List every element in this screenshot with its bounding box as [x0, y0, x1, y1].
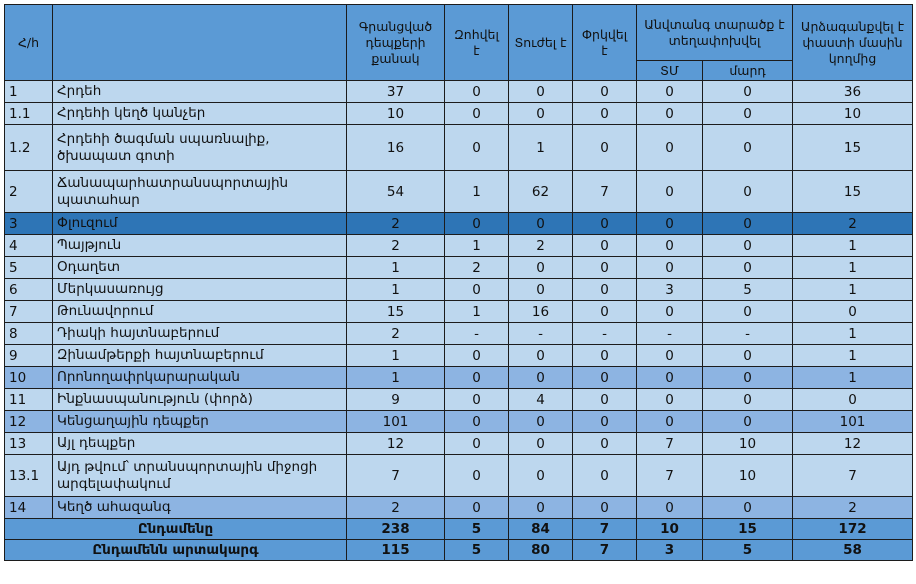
row-value-c6: 0: [703, 345, 793, 367]
total-row: [5, 540, 913, 561]
row-value-c4: 0: [573, 235, 637, 257]
row-value-c4: -: [573, 323, 637, 345]
row-index: 13.1: [5, 455, 53, 497]
row-index: 6: [5, 279, 53, 301]
row-value-c7: 101: [793, 411, 913, 433]
row-value-c2: 0: [445, 213, 509, 235]
row-value-c2: 0: [445, 103, 509, 125]
row-value-c5: 0: [637, 345, 703, 367]
total-value-c4: 7: [573, 519, 637, 540]
table-row: [5, 213, 913, 235]
row-value-c5: 0: [637, 81, 703, 103]
row-name: Պայթյուն: [53, 235, 347, 257]
row-value-c6: 0: [703, 125, 793, 171]
row-value-c6: 10: [703, 455, 793, 497]
row-name: Հրդեհի ծագման սպառնալիք, ծխապատ գոտի: [53, 125, 347, 171]
total-value-c6: 15: [703, 519, 793, 540]
header-wounded: Տուժել է: [509, 5, 573, 81]
row-value-c1: 37: [347, 81, 445, 103]
table-row: [5, 497, 913, 519]
row-name: Այլ դեպքեր: [53, 433, 347, 455]
row-value-c5: 0: [637, 103, 703, 125]
row-index: 14: [5, 497, 53, 519]
row-value-c6: 0: [703, 235, 793, 257]
row-value-c5: 0: [637, 367, 703, 389]
row-value-c6: 0: [703, 301, 793, 323]
row-value-c5: 0: [637, 301, 703, 323]
header-unknown: Անվտանգ տարածք է տեղափոխվել: [637, 5, 793, 61]
row-value-c3: 0: [509, 279, 573, 301]
row-value-c7: 1: [793, 345, 913, 367]
row-value-c1: 1: [347, 257, 445, 279]
row-value-c4: 0: [573, 497, 637, 519]
row-value-c2: 0: [445, 125, 509, 171]
total-value-c3: 84: [509, 519, 573, 540]
row-value-c1: 2: [347, 497, 445, 519]
row-value-c3: 0: [509, 455, 573, 497]
row-value-c7: 15: [793, 171, 913, 213]
row-value-c3: 16: [509, 301, 573, 323]
table-row: [5, 367, 913, 389]
row-value-c3: 0: [509, 497, 573, 519]
row-value-c6: 0: [703, 213, 793, 235]
row-name: Այդ թվում՝ տրանսպորտային միջոցի արգելափակում: [53, 455, 347, 497]
row-name: Կենցաղային դեպքեր: [53, 411, 347, 433]
table-row: [5, 171, 913, 213]
row-value-c4: 0: [573, 455, 637, 497]
header-rescued: Փրկվել է: [573, 5, 637, 81]
row-value-c6: 10: [703, 433, 793, 455]
row-index: 9: [5, 345, 53, 367]
header-index: Հ/հ: [5, 5, 53, 81]
row-value-c5: -: [637, 323, 703, 345]
row-value-c3: 0: [509, 213, 573, 235]
row-value-c5: 0: [637, 235, 703, 257]
row-index: 12: [5, 411, 53, 433]
row-value-c6: 0: [703, 257, 793, 279]
row-value-c1: 10: [347, 103, 445, 125]
row-index: 4: [5, 235, 53, 257]
row-value-c4: 0: [573, 345, 637, 367]
total-value-c6: 5: [703, 540, 793, 561]
row-value-c7: 7: [793, 455, 913, 497]
total-label: Ընդամենն արտակարգ: [5, 540, 347, 561]
row-value-c4: 0: [573, 301, 637, 323]
row-value-c5: 0: [637, 171, 703, 213]
row-value-c3: 1: [509, 125, 573, 171]
row-value-c1: 1: [347, 345, 445, 367]
row-value-c4: 0: [573, 103, 637, 125]
row-value-c1: 2: [347, 323, 445, 345]
row-index: 1.1: [5, 103, 53, 125]
table-row: [5, 279, 913, 301]
row-value-c4: 0: [573, 279, 637, 301]
row-value-c4: 0: [573, 81, 637, 103]
row-index: 8: [5, 323, 53, 345]
row-value-c6: 5: [703, 279, 793, 301]
row-index: 2: [5, 171, 53, 213]
row-value-c7: 36: [793, 81, 913, 103]
header-registered: Գրանցված դեպքերի քանակ: [347, 5, 445, 81]
row-name: Թունավորում: [53, 301, 347, 323]
row-value-c3: 4: [509, 389, 573, 411]
row-value-c5: 0: [637, 125, 703, 171]
table-row: [5, 389, 913, 411]
table-row: [5, 257, 913, 279]
row-value-c7: 1: [793, 367, 913, 389]
row-index: 3: [5, 213, 53, 235]
row-value-c5: 0: [637, 389, 703, 411]
row-value-c4: 0: [573, 257, 637, 279]
row-value-c2: 0: [445, 389, 509, 411]
row-value-c2: 2: [445, 257, 509, 279]
row-value-c2: -: [445, 323, 509, 345]
row-value-c1: 16: [347, 125, 445, 171]
row-value-c1: 7: [347, 455, 445, 497]
row-value-c4: 0: [573, 125, 637, 171]
row-value-c5: 0: [637, 213, 703, 235]
row-value-c4: 0: [573, 367, 637, 389]
total-value-c4: 7: [573, 540, 637, 561]
row-name: Օդաղետ: [53, 257, 347, 279]
total-value-c3: 80: [509, 540, 573, 561]
row-value-c2: 1: [445, 171, 509, 213]
row-index: 10: [5, 367, 53, 389]
row-value-c6: -: [703, 323, 793, 345]
table-row: [5, 411, 913, 433]
row-value-c3: 0: [509, 411, 573, 433]
row-value-c4: 0: [573, 411, 637, 433]
row-index: 5: [5, 257, 53, 279]
total-value-c2: 5: [445, 519, 509, 540]
row-value-c3: 2: [509, 235, 573, 257]
row-value-c7: 0: [793, 389, 913, 411]
row-value-c5: 0: [637, 257, 703, 279]
row-value-c2: 1: [445, 235, 509, 257]
row-value-c2: 0: [445, 455, 509, 497]
row-value-c6: 0: [703, 497, 793, 519]
total-value-c7: 172: [793, 519, 913, 540]
row-value-c1: 9: [347, 389, 445, 411]
header-unit-tm: ՏՄ: [637, 61, 703, 81]
row-value-c7: 1: [793, 323, 913, 345]
row-value-c4: 0: [573, 389, 637, 411]
incident-statistics-table: [4, 4, 913, 561]
row-value-c7: 2: [793, 497, 913, 519]
table-row: [5, 103, 913, 125]
row-value-c6: 0: [703, 103, 793, 125]
row-value-c4: 0: [573, 433, 637, 455]
total-row: [5, 519, 913, 540]
table-row: [5, 301, 913, 323]
row-value-c5: 0: [637, 411, 703, 433]
table-row: [5, 125, 913, 171]
row-value-c7: 15: [793, 125, 913, 171]
table-row: [5, 345, 913, 367]
row-value-c5: 7: [637, 433, 703, 455]
row-value-c1: 15: [347, 301, 445, 323]
row-name: Ինքնասպանություն (փորձ): [53, 389, 347, 411]
header-name: [53, 5, 347, 81]
row-name: Հրդեհ: [53, 81, 347, 103]
total-value-c2: 5: [445, 540, 509, 561]
total-value-c1: 238: [347, 519, 445, 540]
row-value-c2: 0: [445, 345, 509, 367]
row-value-c6: 0: [703, 367, 793, 389]
total-value-c1: 115: [347, 540, 445, 561]
table-row: [5, 235, 913, 257]
table-row: [5, 433, 913, 455]
row-value-c1: 101: [347, 411, 445, 433]
row-value-c4: 0: [573, 213, 637, 235]
row-value-c1: 2: [347, 213, 445, 235]
row-value-c5: 7: [637, 455, 703, 497]
row-value-c2: 0: [445, 367, 509, 389]
header-unit-people: մարդ: [703, 61, 793, 81]
table-row: [5, 455, 913, 497]
row-value-c7: 1: [793, 279, 913, 301]
table-body: [5, 81, 913, 561]
row-value-c6: 0: [703, 81, 793, 103]
row-value-c6: 0: [703, 411, 793, 433]
table-row: [5, 323, 913, 345]
total-label: Ընդամենը: [5, 519, 347, 540]
row-name: Հրդեհի կեղծ կանչեր: [53, 103, 347, 125]
row-index: 13: [5, 433, 53, 455]
row-index: 1: [5, 81, 53, 103]
row-value-c2: 0: [445, 411, 509, 433]
row-index: 11: [5, 389, 53, 411]
row-value-c2: 0: [445, 497, 509, 519]
row-value-c7: 12: [793, 433, 913, 455]
row-value-c3: 62: [509, 171, 573, 213]
row-value-c1: 12: [347, 433, 445, 455]
row-value-c2: 1: [445, 301, 509, 323]
row-value-c3: 0: [509, 81, 573, 103]
row-value-c6: 0: [703, 171, 793, 213]
row-value-c5: 0: [637, 497, 703, 519]
row-name: Դիակի հայտնաբերում: [53, 323, 347, 345]
row-value-c3: -: [509, 323, 573, 345]
row-name: Ճանապարհատրանսպորտային պատահար: [53, 171, 347, 213]
header-responded: Արձագանքվել է փաստի մասին կողմից: [793, 5, 913, 81]
row-value-c1: 2: [347, 235, 445, 257]
row-name: Կեղծ ահազանգ: [53, 497, 347, 519]
row-value-c5: 3: [637, 279, 703, 301]
row-value-c3: 0: [509, 257, 573, 279]
header-injured: Զոհվել է: [445, 5, 509, 81]
row-value-c1: 1: [347, 279, 445, 301]
row-name: Որոնողափրկարարական: [53, 367, 347, 389]
row-name: Մերկասառույց: [53, 279, 347, 301]
row-index: 7: [5, 301, 53, 323]
row-value-c6: 0: [703, 389, 793, 411]
row-value-c4: 7: [573, 171, 637, 213]
table-row: [5, 81, 913, 103]
row-value-c3: 0: [509, 103, 573, 125]
row-value-c7: 10: [793, 103, 913, 125]
total-value-c5: 10: [637, 519, 703, 540]
row-name: Փլուզում: [53, 213, 347, 235]
row-value-c7: 1: [793, 235, 913, 257]
row-value-c3: 0: [509, 345, 573, 367]
row-name: Զինամթերքի հայտնաբերում: [53, 345, 347, 367]
row-value-c2: 0: [445, 433, 509, 455]
row-index: 1.2: [5, 125, 53, 171]
row-value-c7: 1: [793, 257, 913, 279]
row-value-c2: 0: [445, 279, 509, 301]
row-value-c1: 54: [347, 171, 445, 213]
total-value-c7: 58: [793, 540, 913, 561]
row-value-c7: 0: [793, 301, 913, 323]
row-value-c3: 0: [509, 367, 573, 389]
row-value-c1: 1: [347, 367, 445, 389]
row-value-c3: 0: [509, 433, 573, 455]
row-value-c2: 0: [445, 81, 509, 103]
row-value-c7: 2: [793, 213, 913, 235]
total-value-c5: 3: [637, 540, 703, 561]
